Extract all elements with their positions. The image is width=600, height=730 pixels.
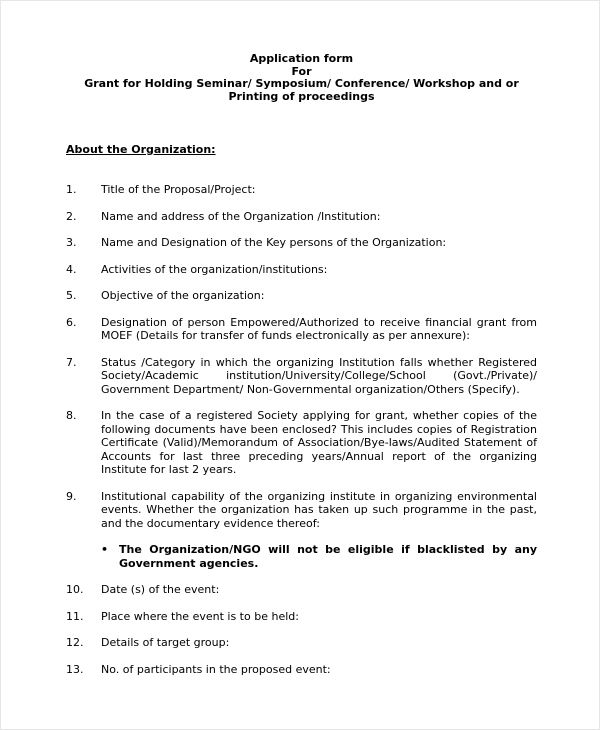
list-item-number: 12. — [66, 636, 84, 649]
section-heading — [66, 143, 537, 156]
list-item — [66, 490, 537, 531]
title-line-4: Printing of proceedings — [228, 89, 375, 103]
list-item-number: 13. — [66, 662, 84, 676]
list-item-text: Status /Category in which the organizing Institution falls whether Registered Society/Academic institution/University/College/School (Govt./Private)/ Government Department/ Non-Governmental organization/Others (Specify). — [101, 355, 537, 396]
list-item — [66, 610, 537, 624]
list-item — [66, 289, 537, 303]
list-item-text: Institutional capability of the organizing institute in organizing environmental events. Whether the organization has taken up such programme in the past, and the documentary evidence thereof: — [101, 489, 537, 530]
list-item-number: 2. — [66, 209, 77, 223]
list-item-text: Activities of the organization/institutions: — [101, 262, 328, 276]
list-item — [66, 663, 537, 677]
list-item-number: 9. — [66, 489, 77, 503]
list-item — [66, 316, 537, 343]
bullet-item — [66, 543, 537, 570]
list-item-number: 5. — [66, 289, 77, 302]
list-item-text: In the case of a registered Society applying for grant, whether copies of the following documents have been enclosed? This includes copies of Registration Certificate (Valid)/Memorandum of Association/Bye-laws/Audited Statement of Accounts for last three preceding years/Annual report of the organizing Institute for last 2 years. — [101, 409, 537, 476]
list-item-number: 11. — [66, 609, 84, 623]
list-item-number: 1. — [66, 183, 77, 196]
title-line-3: Grant for Holding Seminar/ Symposium/ Conference/ Workshop and or — [84, 77, 519, 90]
list-item-number: 10. — [66, 583, 84, 596]
list-item-number: 3. — [66, 236, 77, 249]
bullet-icon: • — [101, 543, 109, 556]
list-item — [66, 409, 537, 477]
list-item — [66, 236, 537, 250]
list-item-text: Designation of person Empowered/Authorized to receive financial grant from MOEF (Details for transfer of funds electronically as per annexure): — [101, 315, 537, 342]
list-item — [66, 356, 537, 397]
list-item-number: 8. — [66, 409, 77, 422]
section-heading-text: About the Organization: — [66, 143, 216, 156]
numbered-list — [66, 183, 537, 676]
bullet-item-text: The Organization/NGO will not be eligible if blacklisted by any Government agencies. — [119, 543, 537, 570]
list-item — [66, 210, 537, 224]
list-item-text: Date (s) of the event: — [101, 583, 220, 596]
list-item — [66, 636, 537, 650]
list-item-text: Objective of the organization: — [101, 289, 265, 302]
list-item-text: Place where the event is to be held: — [101, 609, 299, 623]
title-line-2: For — [291, 64, 312, 78]
list-item-text: Name and Designation of the Key persons of the Organization: — [101, 236, 447, 249]
list-item-text: Title of the Proposal/Project: — [101, 183, 256, 196]
title-line-1: Application form — [249, 52, 354, 65]
list-item-number: 4. — [66, 262, 77, 276]
list-item-text: Details of target group: — [101, 636, 230, 649]
list-item — [66, 583, 537, 597]
list-item — [66, 183, 537, 197]
list-item-text: No. of participants in the proposed event: — [101, 662, 331, 676]
list-item — [66, 263, 537, 277]
list-item-number: 6. — [66, 315, 77, 329]
list-item-number: 7. — [66, 355, 77, 369]
document-title — [66, 53, 537, 103]
list-item-text: Name and address of the Organization /Institution: — [101, 209, 381, 223]
